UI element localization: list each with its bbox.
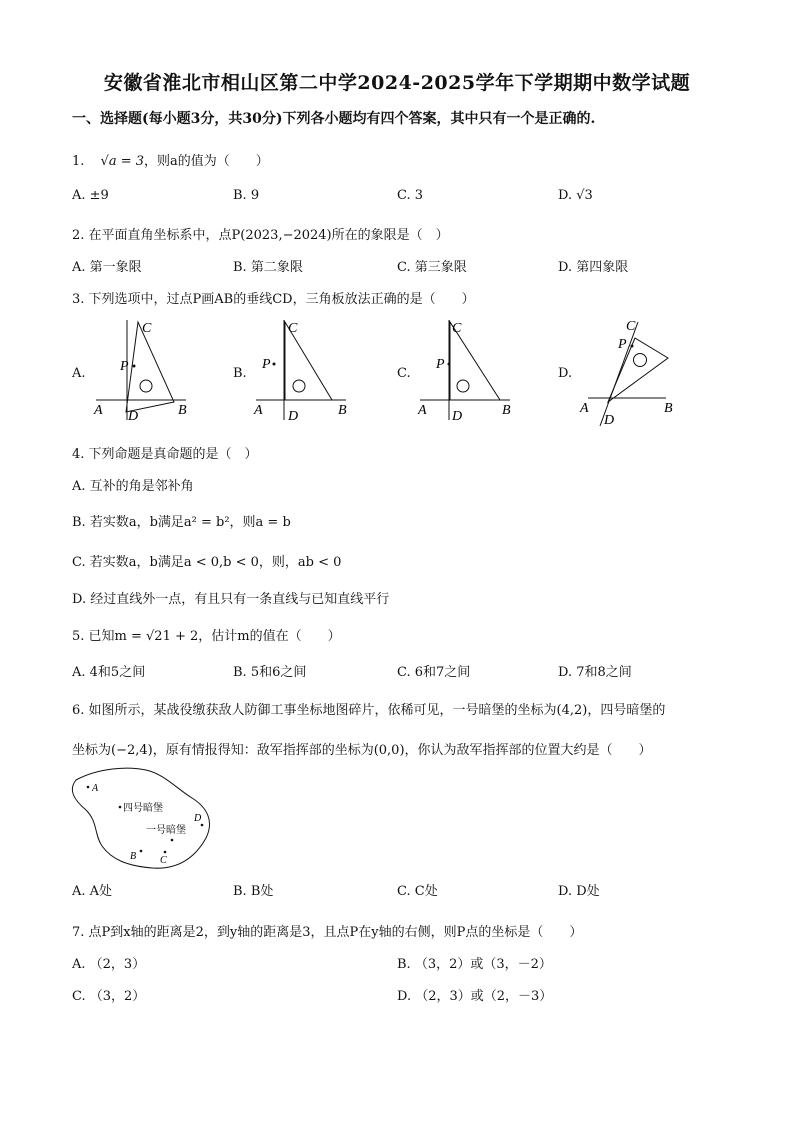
question-6-line-1: 6. 如图所示，某战役缴获敌人防御工事坐标地图碎片，依稀可见，一号暗堡的坐标为(4,2)，四号暗堡的 <box>72 703 666 718</box>
map-label-d: D <box>194 813 202 824</box>
question-6-line-2: 坐标为(−2,4)，原有情报得知：敌军指挥部的坐标为(0,0)，你认为敌军指挥部的位置大约是（ ） <box>72 743 652 758</box>
q3-option-c-label: C. <box>397 366 411 381</box>
q6-option-c: C. C处 <box>397 884 438 899</box>
q6-option-b: B. B处 <box>233 884 274 899</box>
q6-option-a: A. A处 <box>72 884 113 899</box>
q1-option-d: D. √3 <box>558 188 593 203</box>
q5-option-d: D. 7和8之间 <box>558 665 632 680</box>
q7-option-c: C. （3，2） <box>72 989 146 1004</box>
q2-option-b: B. 第二象限 <box>233 260 303 275</box>
q4-option-d: D. 经过直线外一点，有且只有一条直线与已知直线平行 <box>72 592 390 607</box>
q4-option-a: A. 互补的角是邻补角 <box>72 479 194 494</box>
label-a: A <box>580 401 589 416</box>
question-7: 7. 点P到x轴的距离是2，到y轴的距离是3，且点P在y轴的右侧，则P点的坐标是（ ） <box>72 925 583 940</box>
q3-option-a-label: A. <box>72 366 86 381</box>
label-b: B <box>178 403 187 418</box>
q7-option-b: B. （3，2）或（3，－2） <box>397 957 552 972</box>
label-a: A <box>254 403 263 418</box>
q1-expression: √a = 3 <box>100 154 145 169</box>
q2-option-d: D. 第四象限 <box>558 260 629 275</box>
q3-figure-a <box>88 316 198 428</box>
map-label-b: B <box>130 851 137 862</box>
q6-map-fragment <box>68 764 220 874</box>
q1-option-c: C. 3 <box>397 188 424 203</box>
label-d: D <box>452 409 463 424</box>
q6-option-d: D. D处 <box>558 884 600 899</box>
label-d: D <box>604 413 615 428</box>
q4-option-c: C. 若实数a，b满足a < 0,b < 0，则，ab < 0 <box>72 555 342 570</box>
label-p: P <box>262 357 271 372</box>
label-b: B <box>502 403 511 418</box>
label-c: C <box>626 319 636 334</box>
question-4: 4. 下列命题是真命题的是（ ） <box>72 447 258 462</box>
label-d: D <box>128 409 139 424</box>
page-title: 安徽省淮北市相山区第二中学2024-2025学年下学期期中数学试题 <box>103 72 691 94</box>
map-label-fort1: 一号暗堡 <box>146 825 186 836</box>
question-1 <box>72 150 269 169</box>
label-c: C <box>288 321 298 336</box>
label-b: B <box>664 401 673 416</box>
q1-number: 1. <box>72 154 85 169</box>
q5-option-b: B. 5和6之间 <box>233 665 307 680</box>
q4-option-b: B. 若实数a，b满足a² = b²，则a = b <box>72 515 291 530</box>
section-heading: 一、选择题(每小题3分，共30分)下列各小题均有四个答案，其中只有一个是正确的. <box>72 111 596 127</box>
label-d: D <box>288 409 299 424</box>
label-p: P <box>436 357 445 372</box>
q1-text: ，则a的值为（ ） <box>144 154 269 169</box>
q3-option-b-label: B. <box>233 366 247 381</box>
map-label-a: A <box>92 783 99 794</box>
label-p: P <box>618 337 627 352</box>
label-a: A <box>418 403 427 418</box>
q5-option-c: C. 6和7之间 <box>397 665 471 680</box>
q3-option-d-label: D. <box>558 366 573 381</box>
map-label-c: C <box>160 855 167 866</box>
question-2: 2. 在平面直角坐标系中，点P(2023,−2024)所在的象限是（ ） <box>72 228 449 243</box>
q2-option-a: A. 第一象限 <box>72 260 142 275</box>
label-c: C <box>452 321 462 336</box>
q7-option-a: A. （2，3） <box>72 957 146 972</box>
question-5: 5. 已知m = √21 + 2，估计m的值在（ ） <box>72 629 341 644</box>
question-3: 3. 下列选项中，过点P画AB的垂线CD，三角板放法正确的是（ ） <box>72 292 475 307</box>
q1-option-a: A. ±9 <box>72 188 109 203</box>
q1-option-b: B. 9 <box>233 188 260 203</box>
q3-figure-b <box>250 316 360 428</box>
q3-figure-c <box>414 316 524 428</box>
label-a: A <box>94 403 103 418</box>
label-c: C <box>142 321 152 336</box>
q7-option-d: D. （2，3）或（2，－3） <box>397 989 553 1004</box>
q2-option-c: C. 第三象限 <box>397 260 467 275</box>
q3-figure-d <box>576 316 686 428</box>
map-label-fort4: 四号暗堡 <box>123 803 163 814</box>
label-b: B <box>338 403 347 418</box>
q5-option-a: A. 4和5之间 <box>72 665 146 680</box>
label-p: P <box>120 359 129 374</box>
